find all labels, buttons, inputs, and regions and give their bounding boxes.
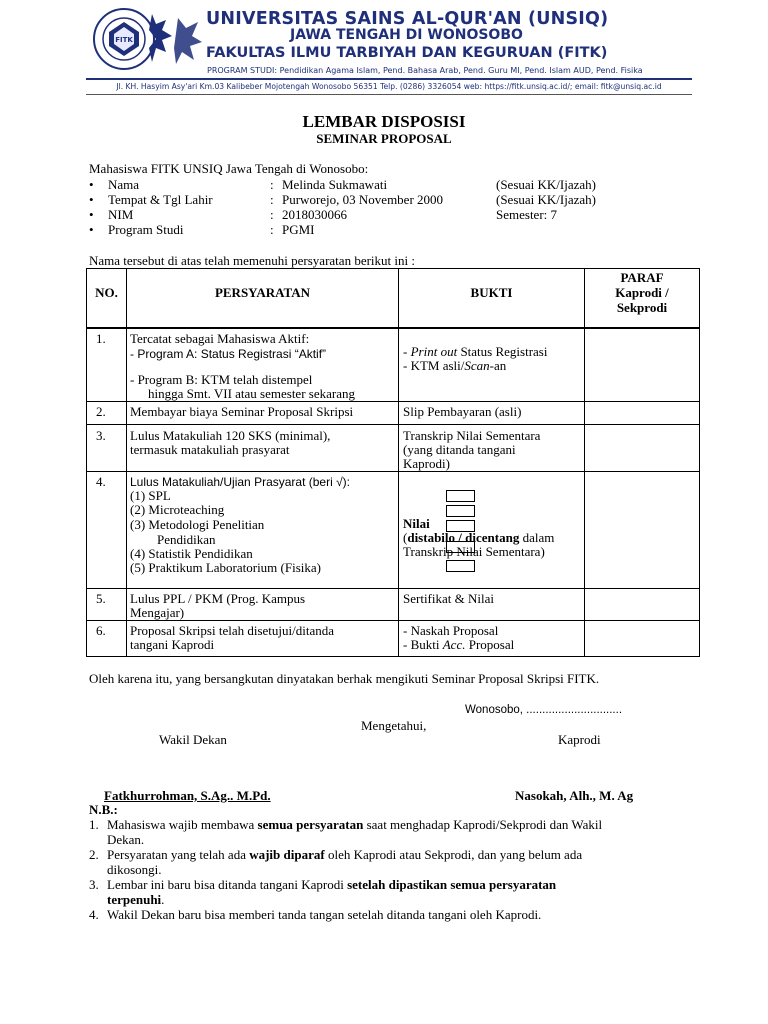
field-note: Semester: 7 [496, 207, 558, 222]
signer-left-name: Fatkhurrohman, S.Ag.. M.Pd. [104, 788, 271, 803]
note-2-cont: dikosongi. [107, 862, 162, 877]
checkbox-microteaching[interactable] [446, 505, 475, 517]
header-sign-3: Sekprodi [616, 300, 668, 315]
row5-req-b: Mengajar) [130, 605, 185, 620]
note-3-cont: terpenuhi. [107, 892, 165, 907]
table-row-divider [87, 471, 699, 472]
study-programs: PROGRAM STUDI: Pendidikan Agama Islam, Pend. Bahasa Arab, Pend. Guru MI, Pend. Islam AUD, Pend. Fisika [207, 66, 643, 75]
field-label: Tempat & Tgl Lahir [108, 192, 213, 207]
row4-item-3-cont: Pendidikan [157, 532, 216, 547]
notes-title: N.B.: [89, 802, 118, 817]
university-name: UNIVERSITAS SAINS AL-QUR'AN (UNSIQ) [206, 9, 609, 29]
row3-req-a: Lulus Matakuliah 120 SKS (minimal), [130, 428, 331, 443]
note-3: Lembar ini baru bisa ditanda tangani Kaprodi setelah dipastikan semua persyaratan [107, 877, 557, 892]
header-rule [86, 78, 692, 80]
row1-proof-1: - Print out Status Registrasi [403, 344, 548, 359]
field-label: Nama [108, 177, 140, 192]
row4-proof-2: (distabilo / dicentang dalam [403, 530, 555, 545]
logo-text: FITK [115, 36, 133, 44]
row6-req-a: Proposal Skripsi telah disetujui/ditanda [130, 623, 335, 638]
row4-item-1: (1) SPL [130, 488, 171, 503]
row4-no: 4. [96, 474, 106, 489]
field-label: Program Studi [108, 222, 184, 237]
faculty-name: FAKULTAS ILMU TARBIYAH DAN KEGURUAN (FITK) [206, 45, 608, 61]
header-sign-2: Kaprodi / [615, 285, 669, 300]
row1-proof-2: - KTM asli/Scan-an [403, 358, 507, 373]
field-value: 2018030066 [282, 207, 347, 222]
row3-proof-1: Transkrip Nilai Sementara [403, 428, 541, 443]
university-logo [86, 8, 204, 70]
row4-item-4: (4) Statistik Pendidikan [130, 546, 253, 561]
table-row-divider [87, 620, 699, 621]
field-note: (Sesuai KK/Ijazah) [496, 177, 596, 192]
note-4-number: 4. [89, 907, 99, 922]
row6-no: 6. [96, 623, 106, 638]
row5-req-a: Lulus PPL / PKM (Prog. Kampus [130, 591, 306, 606]
field-note: (Sesuai KK/Ijazah) [496, 192, 596, 207]
row6-proof-2: - Bukti Acc. Proposal [403, 637, 515, 652]
field-separator: : [270, 207, 274, 222]
field-bullet: • [89, 222, 94, 237]
row3-req-b: termasuk matakuliah prasyarat [130, 442, 290, 457]
field-value: Melinda Sukmawati [282, 177, 388, 192]
row2-no: 2. [96, 404, 106, 419]
table-row-divider [87, 424, 699, 425]
row4-item-2: (2) Microteaching [130, 502, 225, 517]
acknowledged-label: Mengetahui, [361, 718, 427, 733]
field-bullet: • [89, 177, 94, 192]
row1-req-c: - Program B: KTM telah distempel [130, 372, 313, 387]
note-2-number: 2. [89, 847, 99, 862]
row3-proof-3: Kaprodi) [403, 456, 450, 471]
field-value: PGMI [282, 222, 315, 237]
conclusion-text: Oleh karena itu, yang bersangkutan dinyatakan berhak mengikuti Seminar Proposal Skripsi FITK. [89, 671, 600, 686]
note-1-cont: Dekan. [107, 832, 145, 847]
address-line: Jl. KH. Hasyim Asy'ari Km.03 Kalibeber Mojotengah Wonosobo 56351 Telp. (0286) 3326054 web: https://fitk.unsiq.ac.id/; email: fitk@unsiq.ac.id [116, 82, 662, 91]
row1-req-b: - Program A: Status Registrasi “Aktif” [130, 347, 327, 361]
table-row-divider [87, 588, 699, 589]
field-label: NIM [108, 207, 134, 222]
note-4: Wakil Dekan baru bisa memberi tanda tangan setelah ditanda tangani oleh Kaprodi. [107, 907, 542, 922]
note-2: Persyaratan yang telah ada wajib diparaf oleh Kaprodi atau Sekprodi, dan yang belum ada [107, 847, 583, 862]
row5-no: 5. [96, 591, 106, 606]
field-bullet: • [89, 207, 94, 222]
header-proof: BUKTI [470, 285, 513, 300]
field-value: Purworejo, 03 November 2000 [282, 192, 444, 207]
row3-proof-2: (yang ditanda tangani [403, 442, 516, 457]
row3-no: 3. [96, 428, 106, 443]
row2-proof: Slip Pembayaran (asli) [403, 404, 522, 419]
requirements-intro: Nama tersebut di atas telah memenuhi persyaratan berikut ini : [89, 253, 415, 268]
field-separator: : [270, 222, 274, 237]
row2-req: Membayar biaya Seminar Proposal Skripsi [130, 404, 354, 419]
field-separator: : [270, 177, 274, 192]
row6-req-b: tangani Kaprodi [130, 637, 215, 652]
row1-req-d: hingga Smt. VII atau semester sekarang [148, 386, 355, 401]
row4-proof-1: Nilai [403, 516, 430, 531]
intro-text: Mahasiswa FITK UNSIQ Jawa Tengah di Wonosobo: [89, 161, 369, 176]
signer-right-name: Nasokah, Alh., M. Ag [515, 788, 634, 803]
table-row-divider [87, 401, 699, 402]
row1-no: 1. [96, 331, 106, 346]
row5-proof: Sertifikat & Nilai [403, 591, 494, 606]
university-location: JAWA TENGAH DI WONOSOBO [290, 27, 523, 43]
field-separator: : [270, 192, 274, 207]
row6-proof-1: - Naskah Proposal [403, 623, 499, 638]
header-no: NO. [95, 285, 118, 300]
document-subtitle: SEMINAR PROPOSAL [316, 131, 452, 146]
header-requirement: PERSYARATAN [214, 285, 311, 300]
document-title: LEMBAR DISPOSISI [302, 112, 466, 131]
row1-req-a: Tercatat sebagai Mahasiswa Aktif: [130, 331, 310, 346]
checkbox-praktikum[interactable] [446, 560, 475, 572]
requirements-table [86, 268, 700, 657]
row4-item-3: (3) Metodologi Penelitian [130, 517, 265, 532]
row4-proof-3: Transkrip Nilai Sementara) [403, 544, 545, 559]
place-date: Wonosobo, .............................. [465, 704, 623, 716]
signer-right-role: Kaprodi [558, 732, 601, 747]
table-row-divider [87, 327, 699, 329]
field-bullet: • [89, 192, 94, 207]
note-1: Mahasiswa wajib membawa semua persyaratan saat menghadap Kaprodi/Sekprodi dan Wakil [107, 817, 603, 832]
note-3-number: 3. [89, 877, 99, 892]
row4-req-a: Lulus Matakuliah/Ujian Prasyarat (beri √): [130, 475, 351, 489]
header-sign-1: PARAF [620, 270, 664, 285]
header-rule-thin [86, 94, 692, 95]
row4-item-5: (5) Praktikum Laboratorium (Fisika) [130, 560, 321, 575]
signer-left-role: Wakil Dekan [159, 732, 227, 747]
note-1-number: 1. [89, 817, 99, 832]
checkbox-spl[interactable] [446, 490, 475, 502]
